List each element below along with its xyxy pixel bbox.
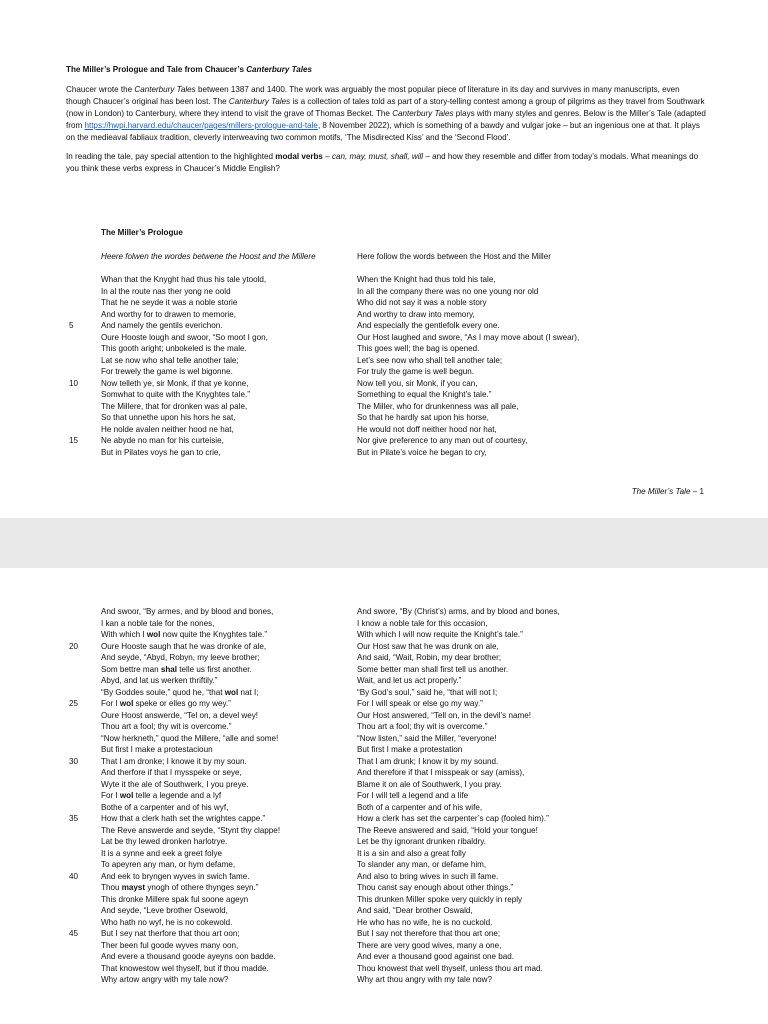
modern-english-line	[357, 940, 501, 952]
text-run: Why art thou angry with my tale now?	[357, 975, 492, 984]
middle-english-line	[101, 629, 267, 641]
text-run: When the Knight had thus told his tale,	[357, 275, 496, 284]
middle-english-line	[101, 389, 250, 401]
middle-english-line	[101, 606, 273, 618]
middle-english-line	[101, 894, 248, 906]
modern-english-line	[357, 721, 487, 733]
text-run: This dronke Millere spak ful soone ageyn	[101, 894, 249, 904]
modern-english-line	[357, 825, 538, 837]
verse-line	[0, 435, 768, 447]
verse-line	[0, 710, 768, 722]
text-run: Our Host answered, “Tell on, in the devil’s name!	[357, 710, 531, 720]
verse-line	[0, 355, 768, 367]
modern-english-line	[357, 366, 474, 378]
text-run: Oure Hoost answerde, “Tel on, a devel wey!	[101, 710, 259, 720]
verse-line	[0, 698, 768, 710]
text-run: is a collection of tales told as part of a story-telling contest among a group of pilgrims as they travel from Southwark (now in London) to Canterbury, where they intend to visit the grave of Thomas Becket. The	[66, 96, 705, 118]
text-run: But in Pilates voys he gan to crie,	[101, 447, 221, 457]
text-run: But I say not therefore that thou art one;	[357, 929, 501, 938]
verse-line	[0, 905, 768, 917]
text-run: For I will speak or else go my way.”	[357, 699, 483, 708]
verse-line	[0, 687, 768, 699]
text-run: It is a synne and eek a greet folye	[101, 848, 223, 858]
text-run: Thou canst say enough about other things.”	[357, 883, 514, 892]
modern-english-line	[357, 894, 522, 906]
middle-english-line	[101, 917, 232, 929]
modern-english-line	[357, 424, 497, 436]
text-run: But first I make a protestation	[357, 745, 463, 754]
text-run: Abyd, and lat us werken thriftily.”	[101, 676, 218, 685]
text-run: With which I will now requite the Knight’s tale.”	[357, 630, 523, 639]
line-number: 5	[69, 321, 74, 330]
middle-english-line	[101, 825, 280, 837]
text-run: And seyde, “Abyd, Robyn, my leeve brother;	[101, 653, 260, 662]
text-run: How that a clerk hath set the wrightes cappe.”	[101, 814, 266, 823]
source-link[interactable]: https://hwpi.harvard.edu/chaucer/pages/millers-prologue-and-tale	[84, 120, 318, 130]
modal-verb-highlight: shal	[160, 664, 178, 674]
middle-english-line	[101, 447, 221, 459]
text-run: Let be thy ignorant drunken ribaldry.	[357, 837, 486, 846]
verse-line	[0, 871, 768, 883]
modern-english-line	[357, 882, 513, 894]
text-run: Lat be thy lewed dronken harlotrye.	[101, 837, 228, 846]
text-run: He would not doff neither hood nor hat,	[357, 424, 497, 434]
text-run: Ne abyde no man for his curteisie,	[101, 436, 224, 445]
text-run: Wyte it the ale of Southwerk, I you preye.	[101, 779, 249, 789]
title-italic-text: Canterbury Tales	[246, 65, 313, 74]
italic-text: Canterbury Tales	[392, 108, 454, 118]
text-run: nat I;	[238, 687, 259, 697]
text-run: For truly the game is well begun.	[357, 367, 474, 376]
verse-line	[0, 848, 768, 860]
middle-english-line	[101, 687, 258, 699]
middle-english-line	[101, 366, 233, 378]
modern-english-line	[357, 286, 538, 298]
footer-page-number: – 1	[690, 487, 704, 496]
verse-line	[0, 389, 768, 401]
text-run: Some better man shall first tell us another.	[357, 664, 509, 674]
intro-paragraph-1	[66, 84, 706, 144]
text-run: And therefore if that I misspeak or say (amiss),	[357, 768, 525, 777]
verse-line	[0, 894, 768, 906]
text-run: Lat se now who shal telle another tale;	[101, 355, 239, 365]
text-run: This gooth aright; unbokeled is the male.	[101, 344, 247, 353]
text-run: “Now listen,” said the Miller, “everyone!	[357, 733, 497, 743]
modern-english-line	[357, 917, 492, 929]
text-run: ynogh of othere thynges seyn.”	[145, 883, 259, 892]
middle-english-line	[101, 664, 252, 676]
modern-english-line	[357, 698, 483, 710]
modern-english-line	[357, 343, 479, 355]
intro-paragraph-2	[66, 151, 706, 175]
modern-english-line	[357, 664, 508, 676]
middle-english-line	[101, 871, 249, 883]
verse-line	[0, 928, 768, 940]
italic-text: Canterbury Tales	[134, 84, 196, 94]
middle-english-line	[101, 951, 276, 963]
text-run: Nor give preference to any man out of courtesy,	[357, 436, 528, 445]
verse-line	[0, 412, 768, 424]
line-number: 15	[69, 436, 79, 445]
text-run: For I will tell a legend and a life	[357, 791, 469, 800]
middle-english-line	[101, 320, 222, 332]
verse-block-page-1	[0, 274, 768, 458]
middle-english-line	[101, 767, 242, 779]
text-run: So that unnethe upon his hors he sat,	[101, 413, 236, 422]
text-run: Now tell you, sir Monk, if you can,	[357, 378, 478, 388]
verse-line	[0, 974, 768, 986]
text-run: Something to equal the Knight’s tale.”	[357, 390, 492, 399]
modern-english-line	[357, 618, 487, 630]
verse-line	[0, 917, 768, 929]
middle-english-line	[101, 721, 231, 733]
text-run: So that he hardly sat upon his horse,	[357, 413, 489, 422]
text-run: That I am dronke; I knowe it by my soun.	[101, 756, 247, 766]
modern-english-line	[357, 733, 496, 745]
text-run: It is a sin and also a great folly	[357, 848, 466, 858]
text-run: And said, “Dear brother Oswald,	[357, 906, 473, 915]
verse-line	[0, 447, 768, 459]
middle-english-line	[101, 435, 224, 447]
text-run: The Reeve answered and said, “Hold your tongue!	[357, 825, 538, 835]
text-run: Thou	[101, 883, 122, 892]
verse-line	[0, 836, 768, 848]
text-run: Our Host laughed and swore, “As I may move about (I swear),	[357, 332, 580, 342]
text-run: between 1387 and 1400. The work was arguably the most popular piece of literature in its day and survives in many manuscripts, even though Chaucer’s original has been lost. The	[66, 84, 680, 106]
text-run: plays with many styles and genres. Below is the Miller’s Tale (adapted from	[66, 108, 706, 130]
modal-verb-highlight: wol	[119, 699, 134, 708]
text-run: But in Pilate’s voice he began to cry,	[357, 447, 487, 457]
text-run: “By Goddes soule,” quod he, “that	[101, 687, 225, 697]
text-run: I kan a noble tale for the nones,	[101, 618, 215, 628]
text-run: But I sey nat therfore that thou art oon;	[101, 929, 240, 938]
middle-english-line	[101, 424, 234, 436]
text-run: There are very good wives, many a one,	[357, 940, 502, 950]
middle-english-line	[101, 675, 217, 687]
middle-english-line	[101, 710, 258, 722]
text-run: And worthy for to drawen to memorie,	[101, 309, 236, 319]
verse-line	[0, 859, 768, 871]
modern-english-line	[357, 744, 462, 756]
text-run: In all the company there was no one young nor old	[357, 286, 539, 296]
modern-english-line	[357, 951, 514, 963]
page-footer	[632, 487, 704, 496]
modern-english-line	[357, 435, 527, 447]
modern-english-line	[357, 974, 492, 986]
text-run: –	[322, 152, 332, 162]
verse-line	[0, 825, 768, 837]
modern-english-line	[357, 675, 461, 687]
text-run: Som bettre man	[101, 664, 161, 674]
verse-line	[0, 606, 768, 618]
middle-english-line	[101, 928, 240, 940]
modal-verb-highlight: wol	[146, 630, 161, 639]
modern-english-line	[357, 710, 531, 722]
modern-english-line	[357, 905, 473, 917]
verse-line	[0, 756, 768, 768]
middle-english-line	[101, 297, 237, 309]
modern-english-line	[357, 802, 482, 814]
text-run: And evere a thousand goode ayeyns oon badde.	[101, 952, 276, 961]
modern-english-line	[357, 320, 500, 332]
middle-english-line	[101, 882, 259, 894]
text-run: The Miller, who for drunkenness was all pale,	[357, 401, 519, 411]
middle-english-line	[101, 274, 266, 286]
modern-english-line	[357, 767, 524, 779]
modern-english-line	[357, 848, 466, 860]
verse-line	[0, 802, 768, 814]
text-run: For trewely the game is wel bigonne.	[101, 367, 233, 376]
middle-english-line	[101, 378, 249, 390]
modern-english-line	[357, 779, 502, 791]
text-run: But first I make a protestacioun	[101, 745, 213, 754]
line-number: 40	[69, 871, 79, 881]
verse-line	[0, 951, 768, 963]
text-run: , 8 November 2022), which is something of a bawdy and vulgar joke – but an ingenious one at that. It plays on the medieaval fabliaux tradition, cleverly interweaving two common motifs, ‘The Misdirected Kiss’ and the ‘Second Flood’.	[66, 120, 700, 142]
text-run: Both of a carpenter and of his wife,	[357, 802, 483, 812]
modern-english-line	[357, 836, 486, 848]
text-run: Ther been ful goode wyves many oon,	[101, 940, 239, 950]
text-run: Who did not say it was a noble story	[357, 298, 487, 307]
modern-english-line	[357, 309, 475, 321]
intro-section	[66, 64, 706, 183]
verse-line	[0, 779, 768, 791]
modern-english-line	[357, 871, 498, 883]
modern-english-line	[357, 687, 497, 699]
verse-line	[0, 274, 768, 286]
middle-english-line	[101, 698, 231, 710]
modern-english-line	[357, 332, 579, 344]
text-run: The Reve answerde and seyde, “Stynt thy clappe!	[101, 825, 281, 835]
middle-english-line	[101, 618, 214, 630]
text-run: The Millere, that for dronken was al pale,	[101, 401, 248, 411]
middle-english-line	[101, 779, 249, 791]
text-run: “By God’s soul,” said he, “that will not I;	[357, 687, 498, 697]
text-run: This drunken Miller spoke very quickly in reply	[357, 894, 523, 904]
modern-english-line	[357, 756, 498, 768]
modern-english-line	[357, 606, 560, 618]
text-run: telle a legende and a lyf	[133, 791, 222, 800]
text-run: That knowestow wel thyself, but if thou madde.	[101, 963, 269, 973]
modern-english-line	[357, 790, 468, 802]
text-run: With which I	[101, 630, 147, 639]
line-number: 45	[69, 929, 79, 938]
text-run: To apeyren any man, or hym defame,	[101, 860, 236, 869]
verse-line	[0, 343, 768, 355]
text-run: Somwhat to quite with the Knyghtes tale.”	[101, 390, 250, 399]
modal-verb-highlight: wol	[119, 791, 134, 800]
title-text: The Miller’s Prologue and Tale from Chaucer’s	[66, 65, 247, 74]
text-run: And seyde, “Leve brother Osewold,	[101, 906, 228, 915]
text-run: speke or elles go my wey.”	[133, 699, 231, 708]
text-run: Thou art a fool; thy wit is overcome.”	[101, 722, 232, 731]
middle-english-line	[101, 848, 222, 860]
verse-line	[0, 963, 768, 975]
text-run: To slander any man, or defame him,	[357, 860, 487, 869]
text-run: In al the route nas ther yong ne oold	[101, 286, 231, 296]
text-run: – and how they resemble and differ from today’s modals. What meanings do you think these verbs express in Chaucer’s Middle English?	[66, 152, 699, 174]
verse-line	[0, 790, 768, 802]
middle-english-line	[101, 652, 260, 664]
middle-english-line	[101, 355, 239, 367]
text-run: That he ne seyde it was a noble storie	[101, 298, 238, 307]
verse-line	[0, 629, 768, 641]
middle-english-line	[101, 401, 247, 413]
middle-english-line	[101, 974, 228, 986]
modern-english-line	[357, 447, 487, 459]
italic-text: Canterbury Tales	[228, 96, 291, 106]
verse-line	[0, 332, 768, 344]
text-run: now quite the Knyghtes tale.”	[160, 630, 268, 639]
middle-english-line	[101, 905, 228, 917]
text-run: Let’s see now who shall tell another tale;	[357, 355, 503, 365]
text-run: And said, “Wait, Robin, my dear brother;	[357, 653, 502, 662]
middle-english-line	[101, 790, 221, 802]
modern-english-line	[357, 412, 489, 424]
modern-english-line	[357, 641, 499, 653]
text-run: And ever a thousand good against one bad.	[357, 952, 515, 961]
text-run: And swoor, “By armes, and by blood and bones,	[101, 607, 274, 616]
modern-english-line	[357, 355, 502, 367]
modern-english-header: Here follow the words between the Host and the Miller	[357, 252, 551, 261]
text-run: Oure Hooste lough and swoor, “So moot I gon,	[101, 332, 268, 342]
document-title	[66, 64, 706, 76]
verse-line	[0, 297, 768, 309]
text-run: Chaucer wrote the	[66, 84, 135, 94]
italic-text: can, may, must, shall, will	[331, 152, 424, 162]
line-number: 35	[69, 814, 79, 823]
verse-line	[0, 309, 768, 321]
text-run: telle us first another.	[177, 664, 252, 674]
text-run: “Now herkneth,” quod the Millere, “alle and some!	[101, 733, 279, 743]
verse-line	[0, 882, 768, 894]
verse-line	[0, 721, 768, 733]
text-run: And swore, “By (Christ’s) arms, and by blood and bones,	[357, 607, 560, 616]
modern-english-line	[357, 401, 519, 413]
verse-line	[0, 286, 768, 298]
text-run: And especially the gentlefolk every one.	[357, 321, 500, 330]
verse-line	[0, 652, 768, 664]
middle-english-line	[101, 733, 278, 745]
text-run: I know a noble tale for this occasion,	[357, 618, 488, 628]
text-run: This goes well; the bag is opened.	[357, 344, 480, 353]
modern-english-line	[357, 274, 496, 286]
middle-english-line	[101, 836, 227, 848]
verse-line	[0, 424, 768, 436]
middle-english-line	[101, 343, 247, 355]
text-run: Oure Hooste saugh that he was dronke of ale,	[101, 641, 267, 651]
text-run: For I	[101, 699, 120, 708]
verse-line	[0, 401, 768, 413]
verse-line	[0, 378, 768, 390]
text-run: Bothe of a carpenter and of his wyf,	[101, 802, 229, 812]
middle-english-line	[101, 802, 228, 814]
modal-verb-highlight: mayst	[121, 883, 146, 892]
verse-line	[0, 940, 768, 952]
document-page-2	[0, 568, 768, 1024]
middle-english-line	[101, 744, 213, 756]
modern-english-line	[357, 859, 486, 871]
text-run: Wait, and let us act properly.”	[357, 676, 462, 685]
modern-english-line	[357, 389, 491, 401]
verse-line	[0, 641, 768, 653]
footer-title: The Miller’s Tale	[631, 487, 691, 496]
text-run: He nolde avalen neither hood ne hat,	[101, 424, 234, 434]
line-number: 25	[69, 699, 79, 708]
text-run: Thou art a fool; thy wit is overcome.”	[357, 722, 488, 731]
middle-english-line	[101, 940, 238, 952]
text-run: Who hath no wyf, he is no cokewold.	[101, 917, 233, 927]
middle-english-header: Heere folwen the wordes betwene the Hoost and the Millere	[101, 252, 316, 261]
text-run: Thou knowest that well thyself, unless thou art mad.	[357, 963, 543, 973]
modal-verb-highlight: wol	[224, 687, 239, 697]
text-run: Why artow angry with my tale now?	[101, 975, 229, 984]
modern-english-line	[357, 963, 543, 975]
text-run: And eek to bryngen wyves in swich fame.	[101, 871, 250, 881]
middle-english-line	[101, 412, 236, 424]
middle-english-line	[101, 309, 236, 321]
middle-english-line	[101, 813, 265, 825]
middle-english-line	[101, 641, 266, 653]
text-run: In reading the tale, pay special attention to the highlighted	[66, 152, 276, 162]
middle-english-line	[101, 963, 269, 975]
line-number: 30	[69, 756, 79, 766]
text-run: Blame it on ale of Southwerk, I you pray.	[357, 779, 502, 789]
verse-line	[0, 664, 768, 676]
text-run: Whan that the Knyght had thus his tale ytoold,	[101, 275, 267, 284]
modern-english-line	[357, 629, 523, 641]
text-run: That I am drunk; I know it by my sound.	[357, 756, 499, 766]
verse-line	[0, 366, 768, 378]
modern-english-line	[357, 813, 549, 825]
middle-english-line	[101, 332, 268, 344]
text-run: Our Host saw that he was drunk on ale,	[357, 641, 499, 651]
verse-line	[0, 733, 768, 745]
text-run: And also to bring wives in such ill fame.	[357, 871, 499, 881]
text-run: He who has no wife, he is no cuckold.	[357, 917, 493, 927]
text-run: For I	[101, 791, 120, 800]
verse-block-page-2	[0, 606, 768, 986]
middle-english-line	[101, 756, 247, 768]
verse-line	[0, 675, 768, 687]
text-run: And therfore if that I mysspeke or seye,	[101, 768, 242, 777]
modern-english-line	[357, 652, 501, 664]
verse-line	[0, 813, 768, 825]
text-run: And worthy to draw into memory,	[357, 309, 475, 319]
modern-english-line	[357, 928, 500, 940]
verse-line	[0, 618, 768, 630]
text-run: How a clerk has set the carpenter’s cap (fooled him).”	[357, 814, 549, 823]
middle-english-line	[101, 286, 231, 298]
line-number: 10	[69, 378, 79, 388]
verse-line	[0, 744, 768, 756]
prologue-heading: The Miller’s Prologue	[101, 228, 183, 237]
text-run: And namely the gentils everichon.	[101, 321, 223, 330]
verse-line	[0, 767, 768, 779]
text-run: Now telleth ye, sir Monk, if that ye konne,	[101, 378, 249, 388]
modern-english-line	[357, 378, 478, 390]
line-number: 20	[69, 641, 79, 651]
modal-verb-highlight: modal verbs	[275, 152, 323, 162]
modern-english-line	[357, 297, 487, 309]
verse-line	[0, 320, 768, 332]
middle-english-line	[101, 859, 235, 871]
